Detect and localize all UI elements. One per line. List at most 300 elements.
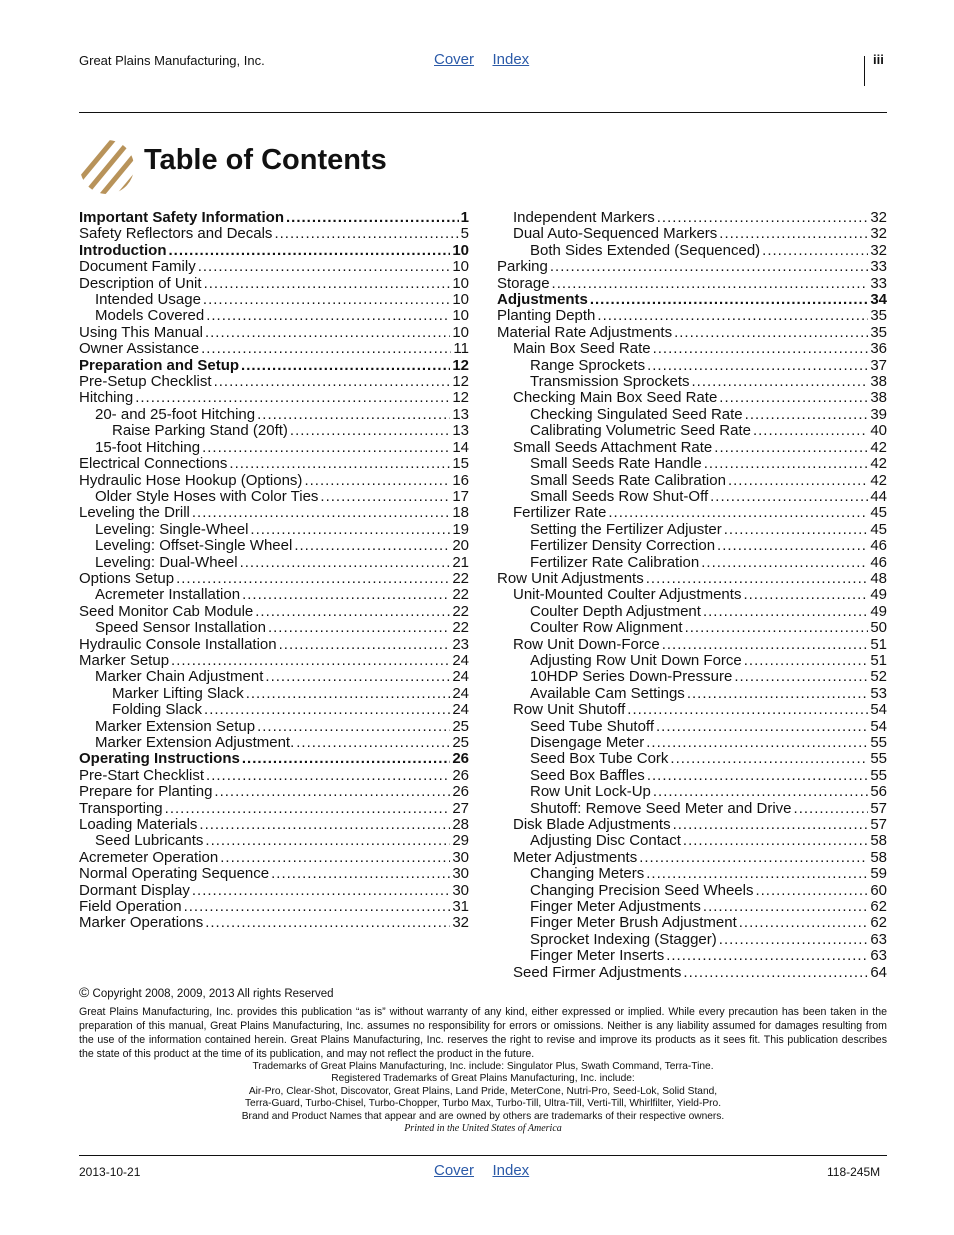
toc-entry[interactable]: [79, 784, 469, 800]
toc-leader-dots: [552, 276, 869, 292]
toc-entry-title: Row Unit Lock-Up: [530, 783, 651, 801]
cover-link[interactable]: Cover: [434, 1162, 475, 1179]
index-link[interactable]: Index: [492, 51, 530, 68]
toc-entry[interactable]: [497, 538, 887, 554]
toc-leader-dots: [229, 456, 450, 472]
toc-entry[interactable]: [497, 407, 887, 423]
toc-entry[interactable]: [497, 932, 887, 948]
toc-entry-title: Owner Assistance: [79, 340, 200, 358]
toc-entry-title: Prepare for Planting: [79, 783, 213, 801]
toc-leader-dots: [214, 374, 451, 390]
page-title: Table of Contents: [144, 144, 387, 176]
toc-entry[interactable]: [79, 751, 469, 767]
toc-entry-title: Sprocket Indexing (Stagger): [530, 930, 717, 948]
toc-entry[interactable]: [497, 210, 887, 226]
toc-entry[interactable]: [497, 358, 887, 374]
toc-entry-title: Seed Firmer Adjustments: [513, 963, 682, 981]
toc-entry[interactable]: [497, 915, 887, 931]
toc-entry-page: 24: [452, 684, 469, 702]
toc-entry-title: Checking Main Box Seed Rate: [513, 389, 718, 407]
toc-entry[interactable]: [497, 751, 887, 767]
toc-entry-page: 36: [870, 340, 887, 358]
toc-entry-page: 42: [870, 455, 887, 473]
toc-entry[interactable]: [79, 522, 469, 538]
trademark-line: Brand and Product Names that appear and are owned by others are trademarks of their respective owners.: [241, 1110, 725, 1122]
toc-entry[interactable]: [497, 637, 887, 653]
toc-entry-title: Transmission Sprockets: [530, 373, 690, 391]
toc-entry[interactable]: [497, 243, 887, 259]
toc-entry[interactable]: [497, 587, 887, 603]
trademark-line: Registered Trademarks of Great Plains Manufacturing, Inc. include:: [331, 1073, 635, 1085]
toc-leader-dots: [739, 915, 869, 931]
toc-leader-dots: [255, 604, 450, 620]
toc-leader-dots: [608, 505, 868, 521]
toc-leader-dots: [703, 899, 868, 915]
toc-leader-dots: [656, 719, 868, 735]
toc-entry[interactable]: [79, 308, 469, 324]
toc-entry-title: Adjusting Row Unit Down Force: [530, 651, 742, 669]
toc-entry-page: 49: [870, 602, 887, 620]
toc-entry[interactable]: [497, 686, 887, 702]
trademark-line: Terra-Guard, Turbo-Chisel, Turbo-Chopper, Turbo Max, Turbo-Till, Ultra-Till, Verti-Till, Whirlfilter, Yield-Pro.: [244, 1098, 722, 1110]
toc-entry-title: Small Seeds Attachment Rate: [513, 438, 713, 456]
toc-entry-title: Row Unit Shutoff: [513, 701, 626, 719]
toc-entry-title: Planting Depth: [497, 307, 596, 325]
toc-entry[interactable]: [497, 866, 887, 882]
toc-leader-dots: [165, 801, 451, 817]
toc-entry-title: Document Family: [79, 258, 196, 276]
toc-entry[interactable]: [497, 801, 887, 817]
toc-entry-title: Raise Parking Stand (20ft): [112, 422, 288, 440]
toc-entry-page: 1: [460, 209, 469, 226]
footer-doc-number: 118-245M: [827, 1165, 881, 1179]
toc-entry-page: 10: [452, 323, 469, 341]
toc-leader-dots: [242, 587, 450, 603]
toc-entry[interactable]: [79, 587, 469, 603]
toc-entry-title: Speed Sensor Installation: [95, 619, 266, 637]
toc-entry-page: 42: [870, 471, 887, 489]
toc-leader-dots: [550, 259, 868, 275]
header-divider: [864, 56, 865, 86]
toc-entry-page: 5: [460, 225, 469, 243]
toc-entry[interactable]: [79, 850, 469, 866]
toc-entry-page: 30: [452, 848, 469, 866]
toc-leader-dots: [192, 883, 450, 899]
toc-entry-title: Calibrating Volumetric Seed Rate: [530, 422, 751, 440]
toc-entry-page: 54: [870, 701, 887, 719]
toc-entry-title: 20- and 25-foot Hitching: [95, 405, 256, 423]
toc-leader-dots: [670, 751, 868, 767]
toc-entry[interactable]: [79, 259, 469, 275]
toc-entry-title: Disengage Meter: [530, 734, 645, 751]
toc-leader-dots: [710, 489, 868, 505]
toc-leader-dots: [176, 571, 450, 587]
header-rule: [79, 112, 887, 113]
toc-entry[interactable]: [79, 653, 469, 669]
toc-entry-page: 25: [452, 734, 469, 751]
toc-entry-page: 10: [452, 274, 469, 292]
toc-entry[interactable]: [497, 768, 887, 784]
legal-disclaimer: Great Plains Manufacturing, Inc. provides this publication “as is” without warranty of any kind, either expressed or implied. While every precaution has been taken in the preparation of this manual, Great Plains Manufacturing, Inc. assumes no responsibility for errors or omissions. Neither is any liability assumed for damages resulting from the use of the information contained herein. Great Plains Manufacturing, Inc. reserves the right to revise and improve its products as it sees fit. This publication describes the state of this product at the time of its publication, and may not reflect the product in the future.: [79, 1006, 887, 1060]
toc-entry[interactable]: [79, 735, 469, 751]
cover-link[interactable]: Cover: [434, 51, 475, 68]
toc-entry-page: 32: [870, 209, 887, 226]
toc-leader-dots: [704, 456, 869, 472]
toc-entry-page: 22: [452, 586, 469, 604]
toc-entry-title: Coulter Depth Adjustment: [530, 602, 701, 620]
toc-leader-dots: [657, 210, 869, 226]
toc-entry-title: Finger Meter Adjustments: [530, 898, 701, 916]
toc-entry[interactable]: [79, 686, 469, 702]
toc-entry-page: 24: [452, 651, 469, 669]
toc-entry-page: 24: [452, 668, 469, 686]
toc-entry[interactable]: [497, 292, 887, 308]
toc-entry-title: Marker Lifting Slack: [112, 684, 244, 702]
toc-entry-page: 48: [870, 569, 887, 587]
toc-entry[interactable]: [79, 719, 469, 735]
toc-entry-page: 13: [452, 422, 469, 440]
toc-leader-dots: [304, 473, 450, 489]
toc-leader-dots: [279, 637, 451, 653]
toc-entry[interactable]: [497, 440, 887, 456]
index-link[interactable]: Index: [492, 1162, 530, 1179]
toc-entry-page: 12: [452, 389, 469, 407]
toc-entry-title: Normal Operating Sequence: [79, 865, 270, 883]
toc-leader-dots: [268, 620, 450, 636]
toc-leader-dots: [719, 932, 869, 948]
toc-leader-dots: [246, 686, 451, 702]
toc-entry-title: Setting the Fertilizer Adjuster: [530, 520, 722, 538]
toc-entry-page: 42: [870, 438, 887, 456]
toc-entry-title: Checking Singulated Seed Rate: [530, 405, 743, 423]
toc-entry-title: Marker Chain Adjustment: [95, 668, 264, 686]
toc-entry-title: Acremeter Operation: [79, 848, 219, 866]
toc-entry-page: 55: [870, 766, 887, 784]
toc-leader-dots: [241, 358, 450, 374]
toc-entry[interactable]: [497, 505, 887, 521]
toc-entry[interactable]: [497, 899, 887, 915]
toc-entry[interactable]: [79, 768, 469, 784]
toc-leader-dots: [296, 735, 450, 751]
toc-leader-dots: [265, 669, 450, 685]
toc-entry-title: Hydraulic Console Installation: [79, 635, 277, 653]
toc-leader-dots: [647, 358, 868, 374]
toc-entry-title: Transporting: [79, 799, 163, 817]
toc-entry-page: 60: [870, 881, 887, 899]
toc-entry-page: 58: [870, 848, 887, 866]
toc-entry[interactable]: [79, 440, 469, 456]
toc-entry-page: 63: [870, 930, 887, 948]
toc-entry-title: Both Sides Extended (Sequenced): [530, 241, 761, 259]
toc-leader-dots: [674, 325, 868, 341]
footer-rule: [79, 1155, 887, 1156]
toc-entry[interactable]: [497, 833, 887, 849]
toc-entry-page: 26: [452, 750, 469, 768]
footer-nav: [434, 1162, 543, 1180]
toc-leader-dots: [755, 883, 868, 899]
toc-entry-title: Meter Adjustments: [513, 848, 638, 866]
toc-entry[interactable]: [79, 669, 469, 685]
toc-entry[interactable]: [497, 276, 887, 292]
toc-entry-page: 30: [452, 881, 469, 899]
toc-entry-page: 59: [870, 865, 887, 883]
toc-leader-dots: [683, 833, 868, 849]
toc-entry-page: 44: [870, 487, 887, 505]
toc-entry-title: Using This Manual: [79, 323, 203, 341]
toc-entry[interactable]: [79, 325, 469, 341]
toc-entry-title: Field Operation: [79, 898, 182, 916]
toc-entry-title: Electrical Connections: [79, 455, 228, 473]
toc-entry[interactable]: [79, 833, 469, 849]
toc-entry-title: Seed Tube Shutoff: [530, 717, 654, 735]
toc-entry-page: 55: [870, 734, 887, 751]
toc-entry[interactable]: [497, 604, 887, 620]
toc-entry[interactable]: [79, 637, 469, 653]
toc-entry[interactable]: [497, 965, 887, 981]
toc-leader-dots: [198, 259, 451, 275]
toc-entry-page: 16: [452, 471, 469, 489]
toc-leader-dots: [627, 702, 868, 718]
toc-entry-title: Hitching: [79, 389, 134, 407]
toc-entry-title: Hydraulic Hose Hookup (Options): [79, 471, 303, 489]
toc-entry-page: 55: [870, 750, 887, 768]
toc-entry[interactable]: [79, 538, 469, 554]
toc-entry-page: 62: [870, 898, 887, 916]
toc-entry-page: 13: [452, 405, 469, 423]
toc-entry[interactable]: [79, 390, 469, 406]
toc-entry-title: Seed Box Baffles: [530, 766, 645, 784]
toc-entry-page: 38: [870, 373, 887, 391]
toc-entry-page: 58: [870, 832, 887, 850]
toc-entry[interactable]: [497, 948, 887, 964]
toc-leader-dots: [286, 210, 459, 226]
toc-entry[interactable]: [497, 620, 887, 636]
toc-entry-title: Range Sprockets: [530, 356, 646, 374]
toc-entry-page: 10: [452, 241, 469, 259]
toc-entry-page: 46: [870, 537, 887, 555]
toc-entry[interactable]: [79, 292, 469, 308]
toc-entry-title: Row Unit Adjustments: [497, 569, 644, 587]
toc-entry-page: 39: [870, 405, 887, 423]
toc-leader-dots: [192, 505, 450, 521]
toc-entry[interactable]: [497, 308, 887, 324]
toc-entry-page: 54: [870, 717, 887, 735]
toc-entry[interactable]: [497, 390, 887, 406]
toc-entry-page: 51: [870, 651, 887, 669]
toc-entry-title: Row Unit Down-Force: [513, 635, 660, 653]
toc-entry[interactable]: [79, 702, 469, 718]
toc-leader-dots: [201, 341, 451, 357]
toc-entry[interactable]: [79, 423, 469, 439]
toc-entry[interactable]: [497, 423, 887, 439]
toc-entry[interactable]: [497, 653, 887, 669]
toc-leader-dots: [214, 784, 450, 800]
toc-leader-dots: [204, 702, 450, 718]
toc-entry-title: Models Covered: [95, 307, 205, 325]
toc-entry[interactable]: [497, 473, 887, 489]
toc-leader-dots: [719, 390, 868, 406]
toc-leader-dots: [271, 866, 450, 882]
toc-entry[interactable]: [79, 571, 469, 587]
toc-entry[interactable]: [79, 341, 469, 357]
toc-entry[interactable]: [497, 883, 887, 899]
toc-entry-page: 25: [452, 717, 469, 735]
toc-leader-dots: [257, 407, 450, 423]
toc-entry[interactable]: [497, 817, 887, 833]
toc-entry[interactable]: [497, 226, 887, 242]
toc-leader-dots: [242, 751, 450, 767]
toc-entry-title: Small Seeds Rate Calibration: [530, 471, 726, 489]
toc-entry-title: Changing Meters: [530, 865, 645, 883]
toc-entry-title: Marker Operations: [79, 914, 204, 932]
toc-entry-title: Pre-Setup Checklist: [79, 373, 212, 391]
toc-entry[interactable]: [79, 801, 469, 817]
toc-entry-title: Fertilizer Density Correction: [530, 537, 716, 555]
toc-entry[interactable]: [79, 620, 469, 636]
printed-in-line: Printed in the United States of America: [404, 1123, 562, 1134]
toc-entry[interactable]: [497, 555, 887, 571]
toc-leader-dots: [206, 768, 450, 784]
toc-entry[interactable]: [79, 473, 469, 489]
toc-entry[interactable]: [497, 325, 887, 341]
toc-entry[interactable]: [497, 850, 887, 866]
toc-entry-title: Seed Lubricants: [95, 832, 204, 850]
toc-entry-title: Fertilizer Rate Calibration: [530, 553, 700, 571]
toc-leader-dots: [744, 653, 869, 669]
toc-entry[interactable]: [497, 571, 887, 587]
toc-entry[interactable]: [79, 866, 469, 882]
toc-leader-dots: [673, 817, 869, 833]
toc-leader-dots: [135, 390, 450, 406]
toc-entry[interactable]: [79, 555, 469, 571]
toc-entry[interactable]: [497, 719, 887, 735]
footer-date: 2013-10-21: [79, 1165, 141, 1179]
toc-leader-dots: [205, 833, 450, 849]
toc-entry-page: 38: [870, 389, 887, 407]
toc-entry[interactable]: [497, 669, 887, 685]
toc-entry[interactable]: [79, 358, 469, 374]
toc-entry-title: Marker Extension Adjustment.: [95, 734, 295, 751]
toc-entry-title: Small Seeds Rate Handle: [530, 455, 702, 473]
toc-entry[interactable]: [497, 456, 887, 472]
toc-entry-page: 18: [452, 504, 469, 522]
toc-entry[interactable]: [497, 259, 887, 275]
toc-entry-page: 12: [452, 356, 469, 374]
toc-entry[interactable]: [79, 243, 469, 259]
toc-leader-dots: [199, 817, 450, 833]
toc-leader-dots: [646, 571, 869, 587]
toc-leader-dots: [653, 784, 868, 800]
toc-entry-page: 64: [870, 963, 887, 981]
toc-entry-page: 63: [870, 947, 887, 965]
toc-entry-title: Folding Slack: [112, 701, 203, 719]
page-number: iii: [873, 52, 884, 67]
toc-leader-dots: [290, 423, 450, 439]
toc-entry[interactable]: [497, 702, 887, 718]
toc-entry-title: Description of Unit: [79, 274, 202, 292]
toc-entry[interactable]: [79, 374, 469, 390]
toc-entry[interactable]: [79, 226, 469, 242]
toc-leader-dots: [206, 308, 450, 324]
toc-leader-dots: [703, 604, 868, 620]
toc-entry[interactable]: [497, 522, 887, 538]
toc-leader-dots: [794, 801, 869, 817]
toc-leader-dots: [762, 243, 868, 259]
toc-entry-title: Preparation and Setup: [79, 356, 240, 374]
toc-entry-title: Storage: [497, 274, 550, 292]
toc-leader-dots: [646, 735, 868, 751]
toc-entry-page: 32: [870, 241, 887, 259]
toc-entry[interactable]: [79, 276, 469, 292]
toc-entry[interactable]: [79, 883, 469, 899]
toc-entry-page: 33: [870, 274, 887, 292]
toc-entry[interactable]: [79, 407, 469, 423]
toc-leader-dots: [171, 653, 450, 669]
toc-entry-page: 26: [452, 783, 469, 801]
toc-entry[interactable]: [79, 817, 469, 833]
toc-column-right: [497, 210, 887, 981]
toc-entry-title: Small Seeds Row Shut-Off: [530, 487, 709, 505]
toc-entry[interactable]: [79, 489, 469, 505]
toc-entry-page: 12: [452, 373, 469, 391]
trademarks-block: [79, 1061, 887, 1123]
toc-entry-page: 17: [452, 487, 469, 505]
toc-leader-dots: [685, 620, 869, 636]
toc-entry-page: 20: [452, 537, 469, 555]
toc-entry-page: 29: [452, 832, 469, 850]
toc-entry[interactable]: [497, 341, 887, 357]
toc-entry-page: 49: [870, 586, 887, 604]
toc-leader-dots: [687, 686, 869, 702]
toc-entry-title: Available Cam Settings: [530, 684, 685, 702]
toc-entry[interactable]: [497, 784, 887, 800]
toc-leader-dots: [205, 325, 450, 341]
toc-entry-title: Changing Precision Seed Wheels: [530, 881, 754, 899]
toc-entry[interactable]: [79, 915, 469, 931]
toc-entry[interactable]: [79, 505, 469, 521]
toc-entry[interactable]: [497, 374, 887, 390]
toc-entry-title: Finger Meter Inserts: [530, 947, 665, 965]
toc-leader-dots: [662, 637, 869, 653]
toc-entry-page: 11: [453, 340, 469, 358]
toc-entry-page: 22: [452, 569, 469, 587]
toc-entry-page: 21: [452, 553, 469, 571]
toc-entry[interactable]: [497, 735, 887, 751]
toc-leader-dots: [320, 489, 450, 505]
toc-leader-dots: [719, 226, 868, 242]
toc-entry-title: Introduction: [79, 241, 167, 259]
copyright-text: Copyright 2008, 2009, 2013 All rights Reserved: [92, 988, 334, 1000]
toc-leader-dots: [639, 850, 868, 866]
toc-entry[interactable]: [497, 489, 887, 505]
toc-entry-page: 26: [452, 766, 469, 784]
toc-entry[interactable]: [79, 456, 469, 472]
toc-entry[interactable]: [79, 604, 469, 620]
toc-entry-page: 46: [870, 553, 887, 571]
toc-entry-title: Important Safety Information: [79, 209, 285, 226]
toc-leader-dots: [653, 341, 869, 357]
toc-entry-page: 30: [452, 865, 469, 883]
toc-entry-title: 15-foot Hitching: [95, 438, 201, 456]
toc-entry-title: Finger Meter Brush Adjustment: [530, 914, 737, 932]
toc-entry-page: 10: [452, 307, 469, 325]
toc-entry-title: Disk Blade Adjustments: [513, 816, 671, 834]
toc-entry[interactable]: [79, 899, 469, 915]
toc-entry-page: 53: [870, 684, 887, 702]
toc-entry-page: 32: [870, 225, 887, 243]
toc-entry[interactable]: [79, 210, 469, 226]
toc-entry-title: Main Box Seed Rate: [513, 340, 651, 358]
